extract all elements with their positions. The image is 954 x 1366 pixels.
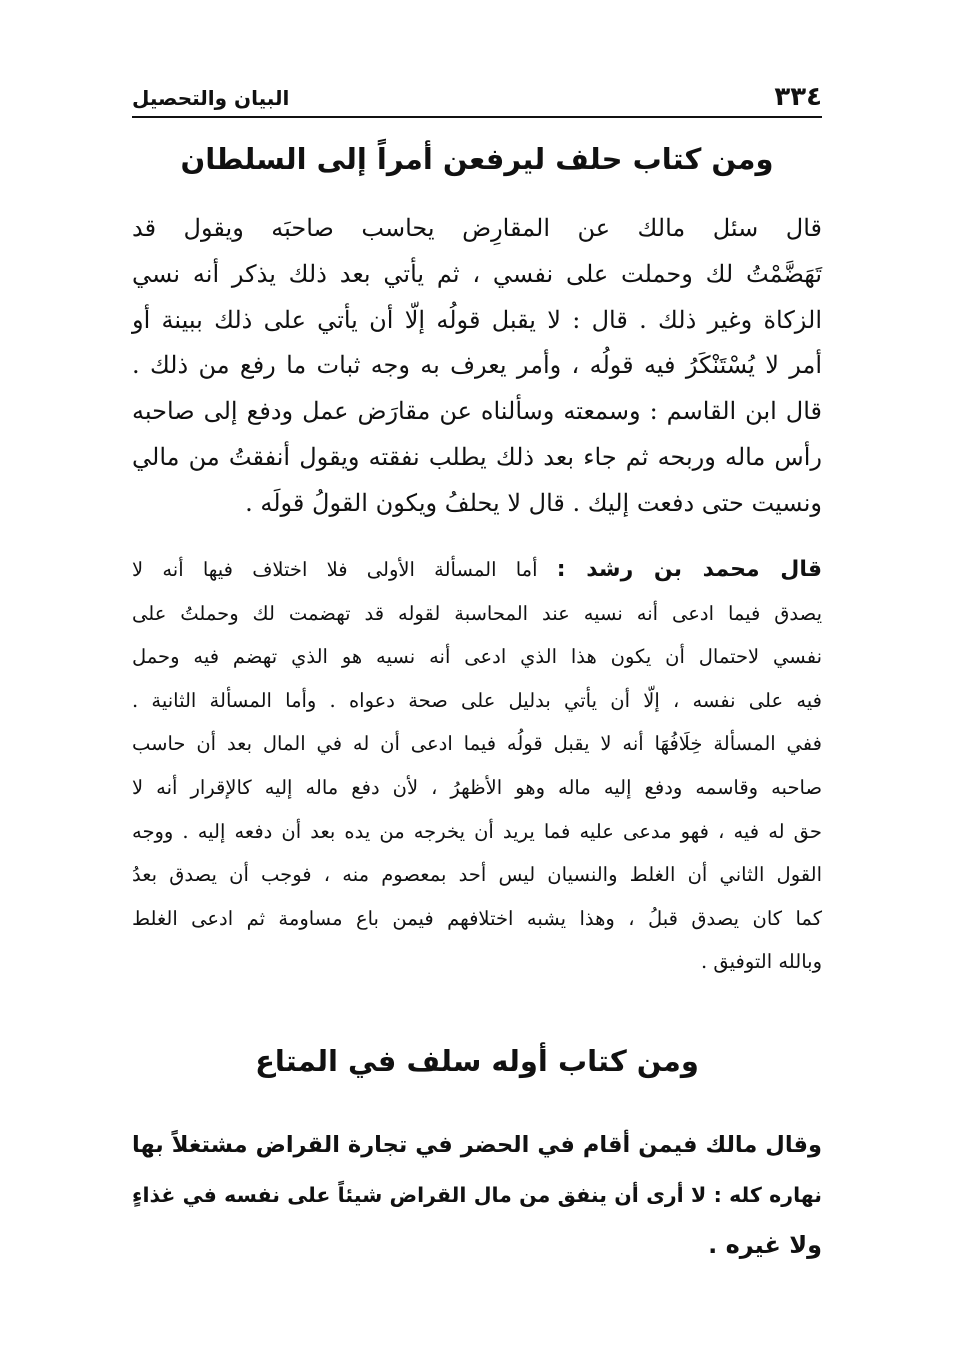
- text-line: قال ابن القاسم : وسمعته وسألناه عن مقارَض عمل ودفع إلى صاحبه: [132, 397, 822, 426]
- header-rule: [132, 116, 822, 118]
- text-line: فيه على نفسه ، إلّا أن يأتي بدليل على صحة دعواه . وأما المسألة الثانية .: [132, 688, 822, 712]
- text-line: وبالله التوفيق .: [700, 950, 822, 974]
- section-heading: ومن كتاب أوله سلف في المتاع: [255, 1044, 699, 1078]
- text-line: نهاره كله : لا أرى أن ينفق من مال القراض شيئاً على نفسه في غذاءٍ: [132, 1183, 822, 1207]
- page-number: ٣٣٤: [774, 82, 822, 112]
- text-line: أمر لا يُسْتَنْكَرُ فيه قولُه ، وأمر يعرف به وجه ثبات ما رفع من ذلك .: [132, 351, 822, 380]
- text-line: كما كان يصدق قبلُ ، وهذا يشبه اختلافهم فيمن باع مساومة ثم ادعى الغلط: [132, 906, 822, 930]
- section-heading: ومن كتاب حلف ليرفعن أمراً إلى السلطان: [180, 142, 774, 176]
- text-line: تَهَضَّمْتُ لك وحملت على نفسي ، ثم يأتي بعد ذلك يذكر أنه نسي: [132, 259, 822, 288]
- book-title: البيان والتحصيل: [132, 86, 290, 110]
- hadith-text: [132, 206, 822, 527]
- text-line: صاحبه وقاسمه ودفع إليه ماله وهو الأظهرُ ، لأن دفع ماله إليه كالإقرار أنه لا: [132, 775, 822, 799]
- commentary-first-line: أما المسألة الأولى فلا اختلاف فيها أنه لا: [132, 558, 538, 581]
- commentary-lead: قال محمد بن رشد :: [556, 557, 822, 582]
- text-line: ففي المسألة خِلَافُهَا أنه لا يقبل قولُه فيما ادعى أن له في المال بعد أن حاسب: [132, 732, 822, 756]
- running-header: [132, 76, 822, 112]
- text-line: [132, 548, 822, 592]
- text-line: ولا غيره .: [708, 1231, 822, 1259]
- text-line: الزكاة وغير ذلك . قال : لا يقبل قولُه إلّا أن يأتي على ذلك ببينة أو: [132, 305, 822, 334]
- text-line: رأس ماله وربحه ثم جاء بعد ذلك يطلب نفقته ويقول أنفقتُ من مالي: [132, 442, 822, 471]
- text-line: وقال مالك فيمن أقام في الحضر في تجارة القراض مشتغلاً بها: [132, 1132, 822, 1158]
- text-line: نفسي لاحتمال أن يكون هذا الذي ادعى أنه نسيه هو الذي تهضم فيه وحمل: [132, 645, 822, 669]
- section-2-text: [132, 1120, 822, 1270]
- text-line: يصدق فيما ادعى أنه نسيه عند المحاسبة لقوله قد تهضمت لك وحملتُ على: [132, 601, 822, 625]
- text-line: القول الثاني أن الغلط والنسيان ليس أحد بمعصوم منه ، فوجب أن يصدق بعدُ: [132, 863, 822, 887]
- text-line: قال سئل مالك عن المقارِض يحاسب صاحبَه ويقول قد: [132, 214, 822, 242]
- commentary-text: [132, 548, 822, 984]
- text-line: ونسيت حتى دفعت إليك . قال لا يحلفُ ويكون القولُ قولَه .: [245, 488, 822, 517]
- text-line: حق له فيه ، فهو مدعى عليه فما يريد أن يخرجه من يده بعد أن دفعه إليه . ووجه: [132, 819, 822, 843]
